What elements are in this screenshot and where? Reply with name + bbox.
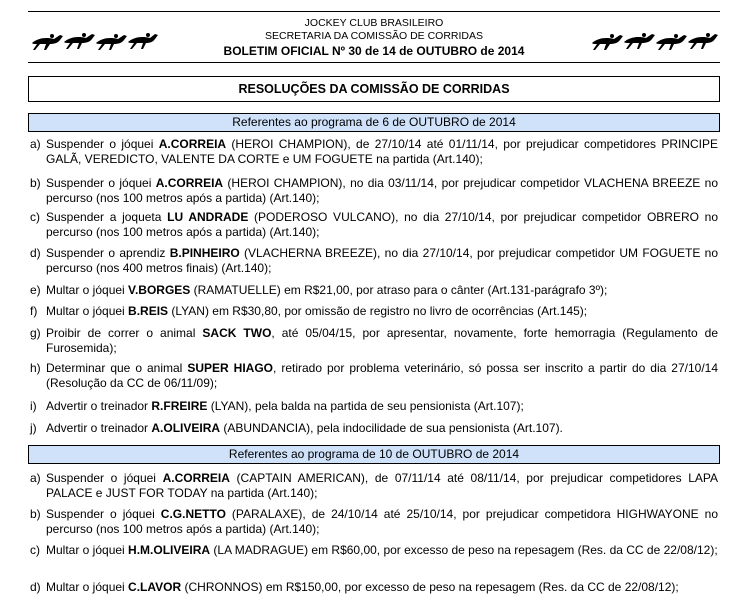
item-letter: j) (30, 421, 37, 435)
item-text: Multar o jóquei (46, 580, 129, 594)
item-text: (CHRONNOS) em R$150,00, por excesso de peso na repesagem (Res. da CC de 22/08/12); (181, 580, 679, 594)
item-name: C.G.NETTO (160, 507, 226, 521)
list-item (30, 326, 718, 355)
list-item (30, 399, 718, 414)
item-text: (VLACHERNA BREEZE), no dia 27/10/14, por prejudicar competidor UM FOGUETE no percurso (nos 400 metros finais) (Art.140); (46, 246, 718, 275)
item-name: A.CORREIA (158, 137, 227, 151)
item-name: A.OLIVEIRA (151, 421, 221, 435)
item-text: Suspender a joqueta (46, 210, 168, 224)
item-letter: c) (30, 543, 40, 557)
item-name: LU ANDRADE (167, 210, 249, 224)
list-item (30, 421, 718, 436)
list-item (30, 580, 718, 595)
resolutions-title: RESOLUÇÕES DA COMISSÃO DE CORRIDAS (28, 76, 720, 102)
item-text: , retirado por problema veterinário, só possa ser inscrito a partir do dia 27/10/14 (Resolução da CC de 06/11/09); (46, 361, 718, 390)
item-name: SACK TWO (202, 326, 272, 340)
item-letter: b) (30, 507, 41, 521)
item-text: Multar o jóquei (46, 283, 129, 297)
list-item (30, 137, 718, 166)
item-text: (HEROI CHAMPION), de 27/10/14 até 01/11/14, por prejudicar competidores PRINCIPE GALÃ, VEREDICTO, VALENTE DA CORTE e UM FOGUETE na partida (Art.140); (46, 137, 719, 166)
department-name: SECRETARIA DA COMISSÃO DE CORRIDAS (264, 30, 483, 42)
item-name: A.CORREIA (162, 471, 230, 485)
item-name: C.LAVOR (128, 580, 182, 594)
section-heading: Referentes ao programa de 10 de OUTUBRO de 2014 (28, 445, 720, 464)
item-letter: a) (30, 137, 41, 151)
item-text: (LYAN) em R$30,80, por omissão de registro no livro de ocorrências (Art.145); (168, 304, 588, 318)
item-letter: b) (30, 176, 41, 190)
item-text: (RAMATUELLE) em R$21,00, por atraso para o cânter (Art.131-parágrafo 3º); (190, 283, 608, 297)
list-item (30, 304, 718, 319)
item-letter: i) (30, 399, 37, 413)
item-text: (PARALAXE), de 24/10/14 até 25/10/14, por prejudicar competidora HIGHWAYONE no percurso (nos 100 metros após a partida) (Art.140); (46, 507, 718, 536)
item-name: B.REIS (128, 304, 169, 318)
org-name: JOCKEY CLUB BRASILEIRO (304, 17, 444, 29)
list-item (30, 176, 718, 205)
list-item (30, 471, 718, 500)
item-letter: f) (30, 304, 38, 318)
item-text: Determinar que o animal (46, 361, 188, 375)
item-text: (LA MADRAGUE) em R$60,00, por excesso de peso na repesagem (Res. da CC de 22/08/12); (210, 543, 718, 557)
item-name: SUPER HIAGO (187, 361, 273, 375)
item-text: Multar o jóquei (46, 543, 129, 557)
item-text: (CAPTAIN AMERICAN), de 07/11/14 até 08/11/14, por prejudicar competidores LAPA PALACE e JUST FOR TODAY na partida (Art.140); (46, 471, 718, 500)
item-letter: a) (30, 471, 41, 485)
item-text: Proibir de correr o animal (46, 326, 203, 340)
item-letter: e) (30, 283, 41, 297)
item-name: H.M.OLIVEIRA (128, 543, 211, 557)
item-text: Suspender o jóquei (46, 507, 161, 521)
section-heading: Referentes ao programa de 6 de OUTUBRO de 2014 (28, 113, 720, 132)
item-text: Multar o jóquei (46, 304, 129, 318)
item-letter: h) (30, 361, 41, 375)
bulletin-title: BOLETIM OFICIAL Nº 30 de 14 de OUTUBRO de 2014 (223, 44, 525, 58)
racehorses-logo-right (590, 29, 720, 53)
list-item (30, 283, 718, 298)
item-name: V.BORGES (128, 283, 191, 297)
item-name: A.CORREIA (155, 176, 224, 190)
item-text: (ABUNDANCIA), pela indocilidade de sua pensionista (Art.107). (220, 421, 563, 435)
item-text: Suspender o jóquei (46, 471, 163, 485)
list-item (30, 210, 718, 239)
list-item (30, 246, 718, 275)
racehorses-logo-left (30, 29, 160, 53)
item-letter: g) (30, 326, 41, 340)
item-text: (HEROI CHAMPION), no dia 03/11/14, por prejudicar competidor VLACHENA BREEZE no percurso (nos 100 metros após a partida) (Art.140); (46, 176, 718, 205)
bulletin-header (28, 11, 720, 63)
item-name: R.FREIRE (151, 399, 208, 413)
item-text: Advertir o treinador (46, 421, 152, 435)
list-item (30, 361, 718, 390)
item-letter: d) (30, 246, 41, 260)
item-letter: c) (30, 210, 40, 224)
item-text: Advertir o treinador (46, 399, 152, 413)
item-text: Suspender o aprendiz (46, 246, 170, 260)
list-item (30, 507, 718, 536)
item-name: B.PINHEIRO (169, 246, 240, 260)
item-text: Suspender o jóquei (46, 137, 159, 151)
item-text: (LYAN), pela balda na partida de seu pensionista (Art.107); (207, 399, 524, 413)
list-item (30, 543, 718, 558)
item-text: , até 05/04/15, por apresentar, novamente, forte hemorragia (Regulamento de Furosemida); (46, 326, 719, 355)
item-text: (PODEROSO VULCANO), no dia 27/10/14, por prejudicar competidor OBRERO no percurso (nos 100 metros após a partida) (Art.140); (46, 210, 718, 239)
item-letter: d) (30, 580, 41, 594)
item-text: Suspender o jóquei (46, 176, 156, 190)
